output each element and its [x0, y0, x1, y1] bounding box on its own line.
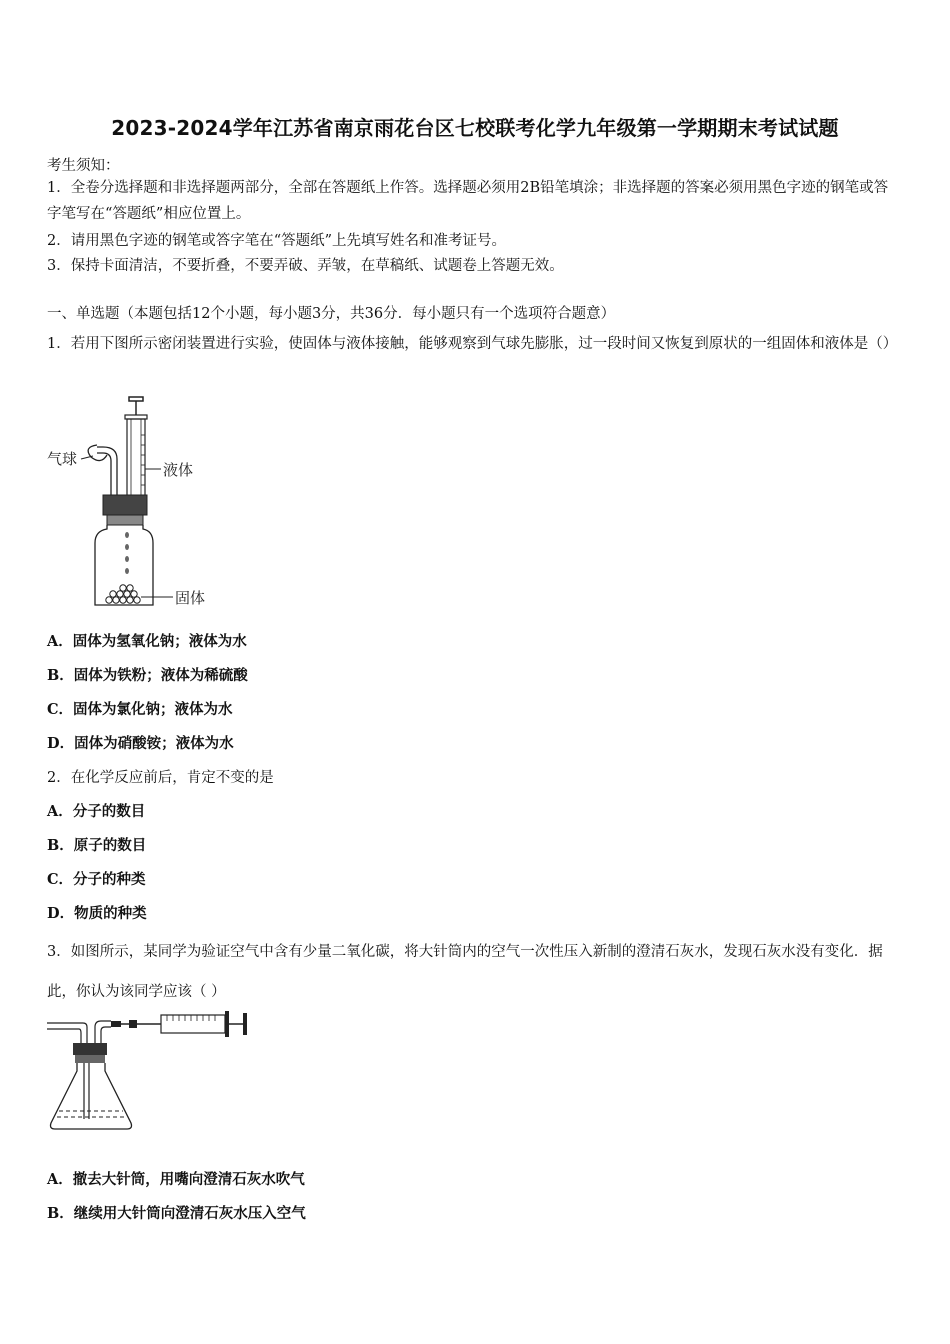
q2-stem: 2．在化学反应前后，肯定不变的是 [47, 770, 274, 786]
q3-option-b[interactable]: B．继续用大针筒向澄清石灰水压入空气 [47, 1205, 306, 1222]
q1-option-a[interactable]: A．固体为氢氧化钠；液体为水 [47, 633, 247, 650]
liquid-label: 液体 [163, 461, 194, 479]
notice-item-2: 2．请用黑色字迹的钢笔或答字笔在“答题纸”上先填写姓名和准考证号。 [47, 233, 507, 249]
notice-item-3: 3．保持卡面清洁，不要折叠，不要弄破、弄皱，在草稿纸、试题卷上答题无效。 [47, 258, 564, 274]
q3-apparatus-figure [45, 1005, 255, 1133]
notice-item-1: 1．全卷分选择题和非选择题两部分，全部在答题纸上作答。选择题必须用2B铅笔填涂；非选择题的答案必须用黑色字迹的钢笔或答字笔写在“答题纸”相应位置上。 [47, 180, 889, 222]
balloon-label: 气球 [47, 450, 78, 468]
exam-title: 2023-2024学年江苏省南京雨花台区七校联考化学九年级第一学期期末考试试题 [111, 116, 839, 140]
q2-option-c[interactable]: C．分子的种类 [47, 871, 146, 888]
q1-apparatus-figure [45, 395, 245, 613]
q1-option-d[interactable]: D．固体为硝酸铵；液体为水 [47, 735, 234, 752]
q3-stem: 3．如图所示，某同学为验证空气中含有少量二氧化碳，将大针筒内的空气一次性压入新制的澄清石灰水，发现石灰水没有变化．据此，你认为该同学应该（ ） [47, 944, 883, 1000]
q1-option-c[interactable]: C．固体为氯化钠；液体为水 [47, 701, 233, 718]
notice-heading: 考生须知： [47, 158, 120, 174]
q3-option-a[interactable]: A．撤去大针筒，用嘴向澄清石灰水吹气 [47, 1171, 305, 1188]
solid-label: 固体 [175, 589, 206, 607]
q2-option-d[interactable]: D．物质的种类 [47, 905, 147, 922]
q1-stem: 1．若用下图所示密闭装置进行实验，使固体与液体接触，能够观察到气球先膨胀，过一段时间又恢复到原状的一组固体和液体是（） [47, 336, 898, 352]
q2-option-a[interactable]: A．分子的数目 [47, 803, 146, 820]
q1-option-b[interactable]: B．固体为铁粉；液体为稀硫酸 [47, 667, 248, 684]
section-heading: 一、单选题（本题包括12个小题，每小题3分，共36分．每小题只有一个选项符合题意） [47, 306, 616, 322]
q2-option-b[interactable]: B．原子的数目 [47, 837, 147, 854]
